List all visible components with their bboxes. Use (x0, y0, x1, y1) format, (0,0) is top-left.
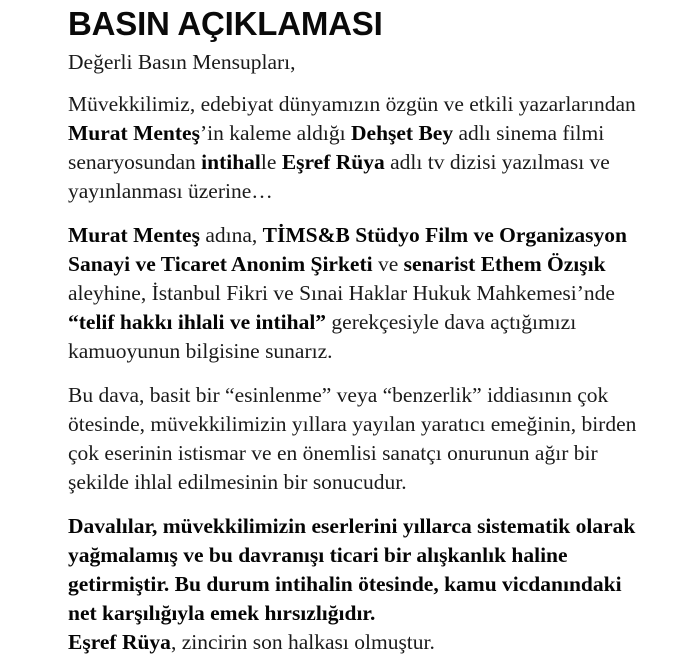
p1-segment-9: adlı tv dizisi yazılması ve yayınlanması üzerine… (68, 149, 610, 203)
p2-bold-company: TİMS&B Stüdyo Film ve Organizasyon Sanayi ve Ticaret Anonim Şirketi (68, 222, 627, 276)
p1-segment-5: adlı sinema filmi senaryosundan (68, 120, 605, 174)
paragraph-intro (68, 90, 650, 206)
p1-bold-intihal: intihal (201, 149, 261, 174)
paragraph-accusation: Davalılar, müvekkilimizin eserlerini yıllarca sistematik olarak yağmalamış ve bu davranışı ticari bir alışkanlık haline getirmiştir. Bu durum intihalin ötesinde, kamu vicdanındaki net karşılığıyla emek hırsızlığıdır. (68, 513, 636, 625)
paragraph-context: Bu dava, basit bir “esinlenme” veya “benzerlik” iddiasının çok ötesinde, müvekkilimizin yıllara yayılan yaratıcı emeğinin, birden çok eserinin istismar ve en önemlisi sanatçı onurunun ağır bir şekilde ihlal edilmesinin bir sonucudur. (68, 382, 637, 494)
p2-regular-closing: gerekçesiyle dava açtığımızı kamuoyunun bilgisine sunarız. (68, 309, 577, 363)
page-title: BASIN AÇIKLAMASI (68, 5, 383, 42)
p2-regular-court: aleyhine, İstanbul Fikri ve Sınai Haklar Hukuk Mahkemesi’nde (68, 280, 615, 305)
p1-bold-esref-ruya: Eşref Rüya (281, 149, 385, 174)
p2-bold-murat-mentes: Murat Menteş (68, 222, 200, 247)
p2-regular-ve: ve (372, 251, 404, 276)
p5-bold-esref-ruya: Eşref Rüya (68, 629, 171, 654)
p2-bold-senarist: senarist Ethem Özışık (403, 251, 606, 276)
p1-segment-3: ’in kaleme aldığı (199, 120, 351, 145)
p1-bold-murat-mentes: Murat Menteş (68, 120, 200, 145)
p2-regular-adina: adına, (199, 222, 263, 247)
paragraph-lawsuit (68, 221, 650, 366)
salutation-line: Değerli Basın Mensupları, (68, 49, 296, 74)
p1-segment-1: Müvekkilimiz, edebiyat dünyamızın özgün ve etkili yazarlarından (68, 91, 636, 116)
p2-bold-quote-claim: “telif hakkı ihlali ve intihal” (68, 309, 327, 334)
p1-bold-dehset-bey: Dehşet Bey (351, 120, 454, 145)
paragraph-conclusion (68, 628, 650, 657)
p5-regular-closing: , zincirin son halkası olmuştur. (170, 629, 435, 654)
p1-segment-7: le (260, 149, 282, 174)
